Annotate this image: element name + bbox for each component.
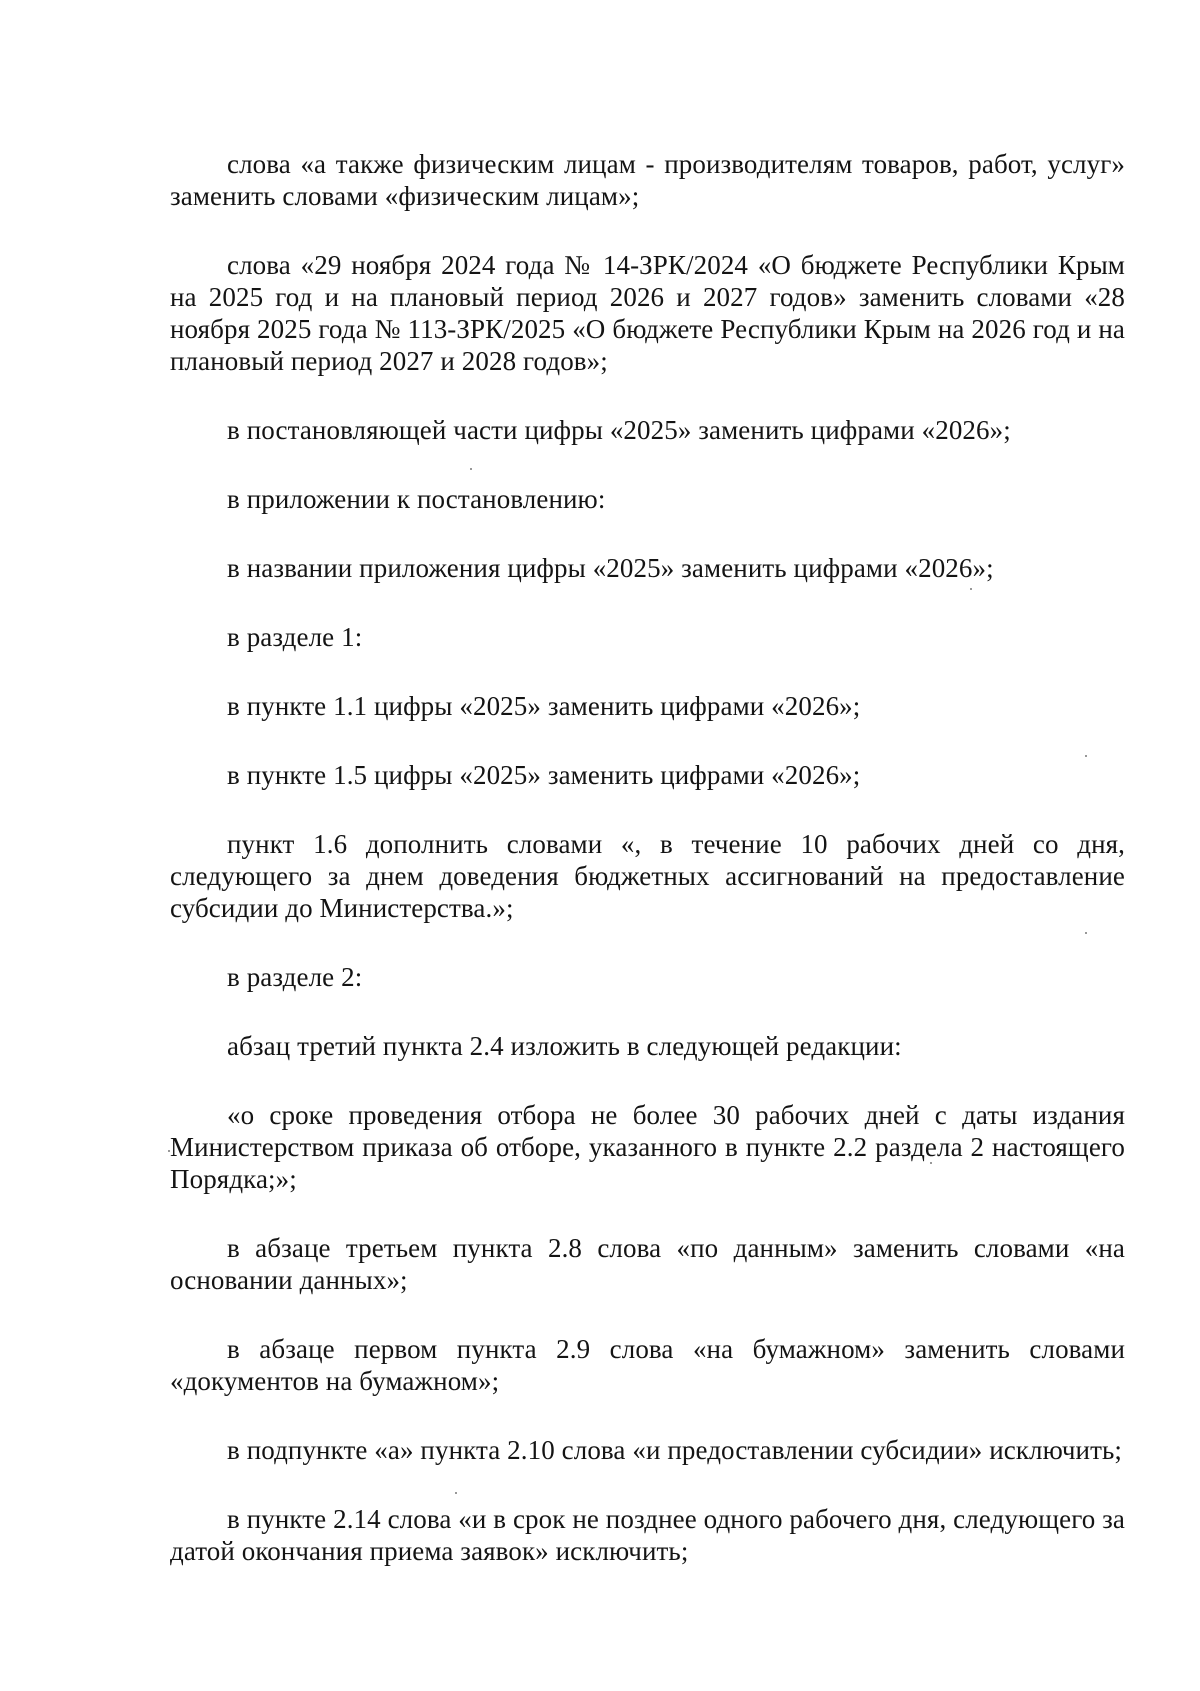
scan-speck [1085, 755, 1087, 757]
paragraph-12: «о сроке проведения отбора не более 30 рабочих дней с даты издания Министерством приказа об отборе, указанного в пункте 2.2 раздела 2 настоящего Порядка;»; [170, 1100, 1125, 1194]
paragraph-5: в названии приложения цифры «2025» заменить цифрами «2026»; [227, 553, 994, 583]
scan-speck [1085, 932, 1087, 934]
paragraph-14: в абзаце первом пункта 2.9 слова «на бумажном» заменить словами «документов на бумажном»; [170, 1334, 1125, 1396]
paragraph-2: слова «29 ноября 2024 года № 14-ЗРК/2024 «О бюджете Республики Крым на 2025 год и на плановый период 2026 и 2027 годов» заменить словами «28 ноября 2025 года № 113-ЗРК/2025 «О бюджете Республики Крым на 2026 год и на плановый период 2027 и 2028 годов»; [170, 250, 1125, 376]
paragraph-16: в пункте 2.14 слова «и в срок не позднее одного рабочего дня, следующего за датой окончания приема заявок» исключить; [170, 1504, 1126, 1566]
paragraph-11: абзац третий пункта 2.4 изложить в следующей редакции: [227, 1031, 902, 1061]
paragraph-6: в разделе 1: [227, 622, 363, 652]
scan-speck [455, 1492, 457, 1494]
paragraph-15: в подпункте «а» пункта 2.10 слова «и предоставлении субсидии» исключить; [227, 1435, 1123, 1465]
scan-speck [168, 1150, 170, 1152]
scan-speck [470, 468, 472, 470]
paragraph-10: в разделе 2: [227, 962, 363, 992]
paragraph-9: пункт 1.6 дополнить словами «, в течение 10 рабочих дней со дня, следующего за днем доведения бюджетных ассигнований на предоставление субсидии до Министерства.»; [170, 829, 1125, 923]
paragraph-8: в пункте 1.5 цифры «2025» заменить цифрами «2026»; [227, 760, 861, 790]
paragraph-4: в приложении к постановлению: [227, 484, 606, 514]
paragraph-1: слова «а также физическим лицам - производителям товаров, работ, услуг» заменить словами «физическим лицам»; [170, 149, 1125, 211]
paragraph-3: в постановляющей части цифры «2025» заменить цифрами «2026»; [227, 415, 1011, 445]
document-body [170, 148, 1125, 1604]
scan-speck [970, 588, 972, 590]
scan-speck [930, 1162, 932, 1164]
paragraph-13: в абзаце третьем пункта 2.8 слова «по данным» заменить словами «на основании данных»; [170, 1233, 1125, 1295]
paragraph-7: в пункте 1.1 цифры «2025» заменить цифрами «2026»; [227, 691, 861, 721]
